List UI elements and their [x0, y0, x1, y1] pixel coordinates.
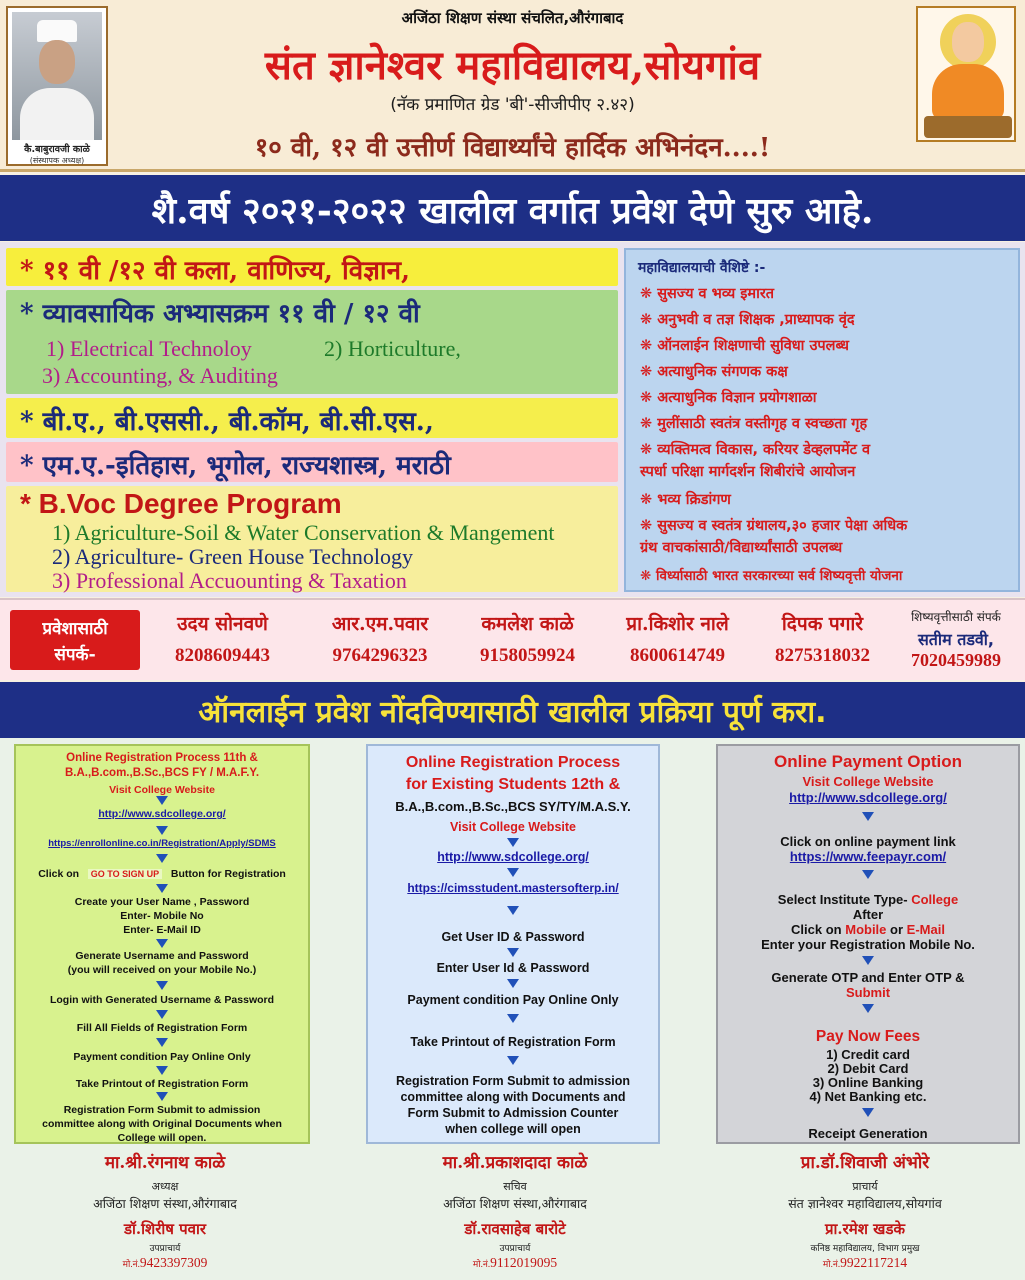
vocational-item: 3) Accounting, & Auditing	[42, 363, 278, 388]
signatory-role: अध्यक्ष	[151, 1180, 179, 1193]
down-arrow-icon	[507, 979, 519, 988]
process2-visit: Visit College Website	[450, 820, 576, 834]
process2-title: for Existing Students 12th &	[405, 776, 621, 793]
signatory-role: प्राचार्य	[852, 1180, 878, 1193]
contact-person	[150, 610, 295, 667]
signatory-name: डॉ.रावसाहेब बारोटे	[464, 1220, 566, 1238]
process-area	[0, 738, 1025, 1280]
process3-click-line	[718, 922, 1018, 937]
process3-visit: Visit College Website	[802, 774, 934, 789]
down-arrow-icon	[156, 796, 168, 805]
down-arrow-icon	[507, 906, 519, 915]
contact-person	[305, 610, 455, 667]
contact-name: आर.एम.पवार	[331, 613, 429, 635]
course-degree-label: * बी.ए., बी.एससी., बी.कॉम, बी.सी.एस.,	[20, 407, 434, 437]
process1-step: committee along with Original Documents when	[42, 1118, 282, 1130]
contact-phone[interactable]: 8275318032	[775, 645, 870, 666]
down-arrow-icon	[862, 1004, 874, 1013]
process3-select-line	[718, 892, 1018, 907]
process3-step: Click on online payment link	[780, 834, 956, 849]
signatory-name: मा.श्री.रंगनाथ काळे	[104, 1153, 226, 1173]
bvoc-item: 1) Agriculture-Soil & Water Conservation & Mangement	[52, 520, 555, 545]
admission-heading: शै.वर्ष २०२१-२०२२ खालील वर्गात प्रवेश देणे सुरु आहे.	[151, 190, 874, 232]
signatory-name: डॉ.शिरीष पवार	[123, 1220, 206, 1238]
contact-badge	[10, 610, 140, 670]
down-arrow-icon	[862, 870, 874, 879]
process1-step: Take Printout of Registration Form	[75, 1078, 249, 1090]
process3-title: Online Payment Option	[774, 752, 962, 771]
process1-title: Online Registration Process 11th &	[66, 752, 258, 764]
process1-click-line	[16, 868, 308, 880]
down-arrow-icon	[507, 948, 519, 957]
email-option: E-Mail	[906, 922, 945, 937]
course-row-ma	[6, 442, 618, 482]
contact-phone[interactable]: 8208609443	[175, 645, 270, 666]
contact-label-line2: संपर्क-	[54, 645, 96, 665]
feature-item: ❋ ऑनलाईन शिक्षणाची सुविधा उपलब्ध	[640, 338, 849, 354]
process3-url[interactable]: https://www.feepayr.com/	[789, 849, 947, 864]
click-on-label: Click on	[38, 868, 80, 880]
process-box-fy	[14, 744, 310, 1144]
down-arrow-icon	[507, 1056, 519, 1065]
process1-step: Enter- E-Mail ID	[123, 924, 201, 936]
process3-url[interactable]: http://www.sdcollege.org/	[789, 790, 947, 805]
process1-step: Fill All Fields of Registration Form	[76, 1022, 248, 1034]
contact-name: प्रा.किशोर नाले	[626, 613, 729, 635]
down-arrow-icon	[156, 826, 168, 835]
signatory-phone[interactable]: मो.नं.9112019095	[472, 1255, 558, 1270]
feature-item: ❋ भव्य क्रिडांगण	[640, 492, 731, 508]
courses-section	[0, 242, 1025, 597]
founder-name: कै.बाबुरावजी काळे	[24, 144, 90, 155]
scholarship-label: शिष्यवृत्तीसाठी संपर्क	[911, 610, 1001, 624]
course-row-hsc	[6, 248, 618, 286]
pay-option: 3) Online Banking	[812, 1075, 924, 1090]
feature-item: ❋ अत्याधुनिक विज्ञान प्रयोगशाळा	[640, 390, 817, 406]
process1-step: Registration Form Submit to admission	[63, 1104, 261, 1116]
down-arrow-icon	[156, 1092, 168, 1101]
process2-step: Get User ID & Password	[441, 930, 585, 944]
process1-step: Enter- Mobile No	[120, 910, 204, 922]
contact-name: उदय सोनवणे	[177, 613, 268, 635]
signatory-phone[interactable]: मो.नं.9423397309	[122, 1255, 208, 1270]
process2-step: Registration Form Submit to admission	[395, 1074, 631, 1088]
contact-person	[760, 610, 885, 667]
admission-band	[0, 175, 1025, 241]
process2-step: Form Submit to Admission Counter	[407, 1106, 619, 1120]
feature-item: ❋ सुसज्य व स्वतंत्र ग्रंथालय,३० हजार पेक्षा अधिक ग्रंथ वाचकांसाठी/विद्यार्थ्यांसाठी उपलब्ध	[640, 518, 908, 556]
process1-step: Create your User Name , Password	[74, 896, 250, 908]
congrats-line: १० वी, १२ वी उत्तीर्ण विद्यार्थ्यांचे हार्दिक अभिनंदन....!	[254, 133, 771, 163]
process1-step: (you will received on your Mobile No.)	[67, 964, 257, 976]
process3-submit: Submit	[845, 985, 891, 1000]
down-arrow-icon	[156, 1066, 168, 1075]
naac-grade: (नॅक प्रमाणित ग्रेड 'बी'-सीजीपीए २.४२)	[390, 95, 635, 115]
process1-step: Payment condition Pay Online Only	[73, 1051, 251, 1063]
process2-step: Take Printout of Registration Form	[410, 1035, 616, 1049]
course-vocational-title: * व्यावसायिक अभ्यासक्रम ११ वी / १२ वी	[20, 299, 420, 329]
feature-item: ❋ सुसज्य व भव्य इमारत	[640, 286, 775, 302]
vocational-item: 1) Electrical Technoloy	[46, 336, 252, 361]
down-arrow-icon	[507, 838, 519, 847]
down-arrow-icon	[862, 956, 874, 965]
down-arrow-icon	[156, 939, 168, 948]
signatory-name: प्रा.डॉ.शिवाजी अंभोरे	[800, 1153, 930, 1173]
contact-person	[600, 610, 755, 667]
bvoc-title: * B.Voc Degree Program	[20, 488, 342, 519]
scholarship-phone[interactable]: 7020459989	[911, 650, 1001, 670]
go-to-signup-button[interactable]: GO TO SIGN UP	[88, 869, 162, 879]
down-arrow-icon	[156, 854, 168, 863]
process2-step: Enter User Id & Password	[436, 961, 590, 975]
down-arrow-icon	[507, 868, 519, 877]
signatory-role: उपप्राचार्य	[149, 1244, 181, 1254]
contact-phone[interactable]: 8600614749	[630, 645, 725, 666]
process1-step: College will open.	[117, 1132, 207, 1144]
contact-name: दिपक पगारे	[781, 613, 864, 635]
scholarship-name: सतीम तडवी,	[917, 630, 995, 649]
course-row-degree	[6, 398, 618, 438]
process1-step: Login with Generated Username & Password	[49, 994, 275, 1006]
signatory-org: अजिंठा शिक्षण संस्था,औरंगाबाद	[443, 1196, 587, 1211]
bvoc-item: 3) Professional Accuounting & Taxation	[52, 568, 407, 593]
feature-item: ❋ मुलींसाठी स्वतंत्र वस्तीगृह व स्वच्छता गृह	[640, 416, 868, 432]
signatory-org: संत ज्ञानेश्वर महाविद्यालय,सोयगांव	[788, 1196, 942, 1211]
founder-role: (संस्थापक अध्यक्ष)	[29, 156, 85, 165]
down-arrow-icon	[156, 884, 168, 893]
down-arrow-icon	[156, 1010, 168, 1019]
contact-person	[460, 610, 595, 667]
process-box-existing	[366, 744, 660, 1144]
process1-visit: Visit College Website	[109, 784, 215, 796]
process3-step: Enter your Registration Mobile No.	[761, 937, 975, 952]
header	[0, 0, 1025, 172]
online-heading: ऑनलाईन प्रवेश नोंदविण्यासाठी खालील प्रक्रिया पूर्ण करा.	[198, 695, 827, 730]
college-name: संत ज्ञानेश्वर महाविद्यालय,सोयगांव	[264, 42, 761, 89]
signup-after-label: Button for Registration	[170, 868, 286, 880]
mobile-option: Mobile	[845, 922, 887, 937]
process2-step: when college will open	[445, 1122, 581, 1136]
institute-type-value: College	[911, 892, 959, 907]
signatory-role: कनिष्ठ महाविद्यालय, विभाग प्रमुख	[810, 1244, 920, 1254]
signatory	[740, 1150, 990, 1271]
down-arrow-icon	[862, 812, 874, 821]
process3-step: After	[852, 907, 884, 922]
signatory	[60, 1150, 270, 1271]
features-panel	[624, 248, 1020, 592]
down-arrow-icon	[862, 1108, 874, 1117]
signatory-role: उपप्राचार्य	[499, 1244, 531, 1254]
process1-url[interactable]: http://www.sdcollege.org/	[98, 808, 226, 820]
signatory-org: अजिंठा शिक्षण संस्था,औरंगाबाद	[93, 1196, 237, 1211]
trust-line: अजिंठा शिक्षण संस्था संचलित,औरंगाबाद	[401, 9, 624, 27]
signatory-phone[interactable]: मो.नं.9922117214	[822, 1255, 908, 1270]
signatory-role: सचिव	[503, 1180, 527, 1193]
down-arrow-icon	[156, 981, 168, 990]
down-arrow-icon	[156, 1038, 168, 1047]
process1-title: B.A.,B.com.,B.Sc.,BCS FY / M.A.F.Y.	[64, 767, 260, 779]
course-row-bvoc	[6, 486, 618, 592]
online-band	[0, 682, 1025, 738]
contacts-section	[0, 598, 1025, 680]
or-label: or	[890, 922, 904, 937]
contact-phone[interactable]: 9764296323	[332, 645, 428, 666]
pay-option: 1) Credit card	[826, 1047, 910, 1062]
course-row-vocational	[6, 290, 618, 394]
process1-url[interactable]: https://enrollonline.co.in/Registration/Apply/SDMS	[48, 838, 276, 849]
pay-option: 2) Debit Card	[827, 1061, 909, 1076]
process2-title: B.A.,B.com.,B.Sc.,BCS SY/TY/M.A.S.Y.	[395, 799, 631, 814]
contact-name: कमलेश काळे	[481, 613, 574, 635]
feature-item: ❋ अनुभवी व तज्ञ शिक्षक ,प्राध्यापक वृंद	[640, 312, 855, 328]
contact-phone[interactable]: 9158059924	[480, 645, 575, 666]
select-institute-label: Select Institute Type-	[777, 892, 908, 907]
process1-step: Generate Username and Password	[75, 950, 249, 962]
process2-url[interactable]: http://www.sdcollege.org/	[437, 850, 589, 864]
signatory-name: प्रा.रमेश खडके	[825, 1220, 905, 1238]
bvoc-item: 2) Agriculture- Green House Technology	[52, 544, 413, 569]
process2-url[interactable]: https://cimsstudent.mastersofterp.in/	[407, 881, 619, 895]
pay-option: 4) Net Banking etc.	[809, 1089, 927, 1104]
saint-image	[916, 6, 1016, 142]
feature-item: ❋ अत्याधुनिक संगणक कक्ष	[640, 364, 788, 380]
vocational-item: 2) Horticulture,	[324, 336, 461, 361]
signatory	[405, 1150, 625, 1271]
course-ma-label: * एम.ए.-इतिहास, भूगोल, राज्यशास्त्र, मराठी	[20, 451, 451, 481]
click-on-label: Click on	[791, 922, 842, 937]
process-box-payment	[716, 744, 1020, 1144]
receipt-generation: Receipt Generation	[808, 1126, 928, 1141]
pay-now-title: Pay Now Fees	[815, 1028, 921, 1045]
features-title: महाविद्यालयाची वैशिष्टे :-	[638, 260, 766, 276]
course-hsc-label: * ११ वी /१२ वी कला, वाणिज्य, विज्ञान,	[20, 256, 411, 286]
signatory-name: मा.श्री.प्रकाशदादा काळे	[442, 1153, 588, 1173]
contact-label-line1: प्रवेशासाठी	[42, 619, 108, 639]
process2-step: committee along with Documents and	[400, 1090, 626, 1104]
process2-title: Online Registration Process	[405, 754, 621, 771]
feature-item: ❋ विर्ध्यासाठी भारत सरकारच्या सर्व शिष्यवृत्ती योजना	[640, 568, 903, 584]
process2-step: Payment condition Pay Online Only	[407, 993, 619, 1007]
feature-item: ❋ व्यक्तिमत्व विकास, करियर डेव्हलपमेंट व स्पर्धा परिक्षा मार्गदर्शन शिबीरांचे आयोजन	[640, 442, 871, 480]
process3-step: Generate OTP and Enter OTP &	[771, 970, 965, 985]
down-arrow-icon	[507, 1014, 519, 1023]
